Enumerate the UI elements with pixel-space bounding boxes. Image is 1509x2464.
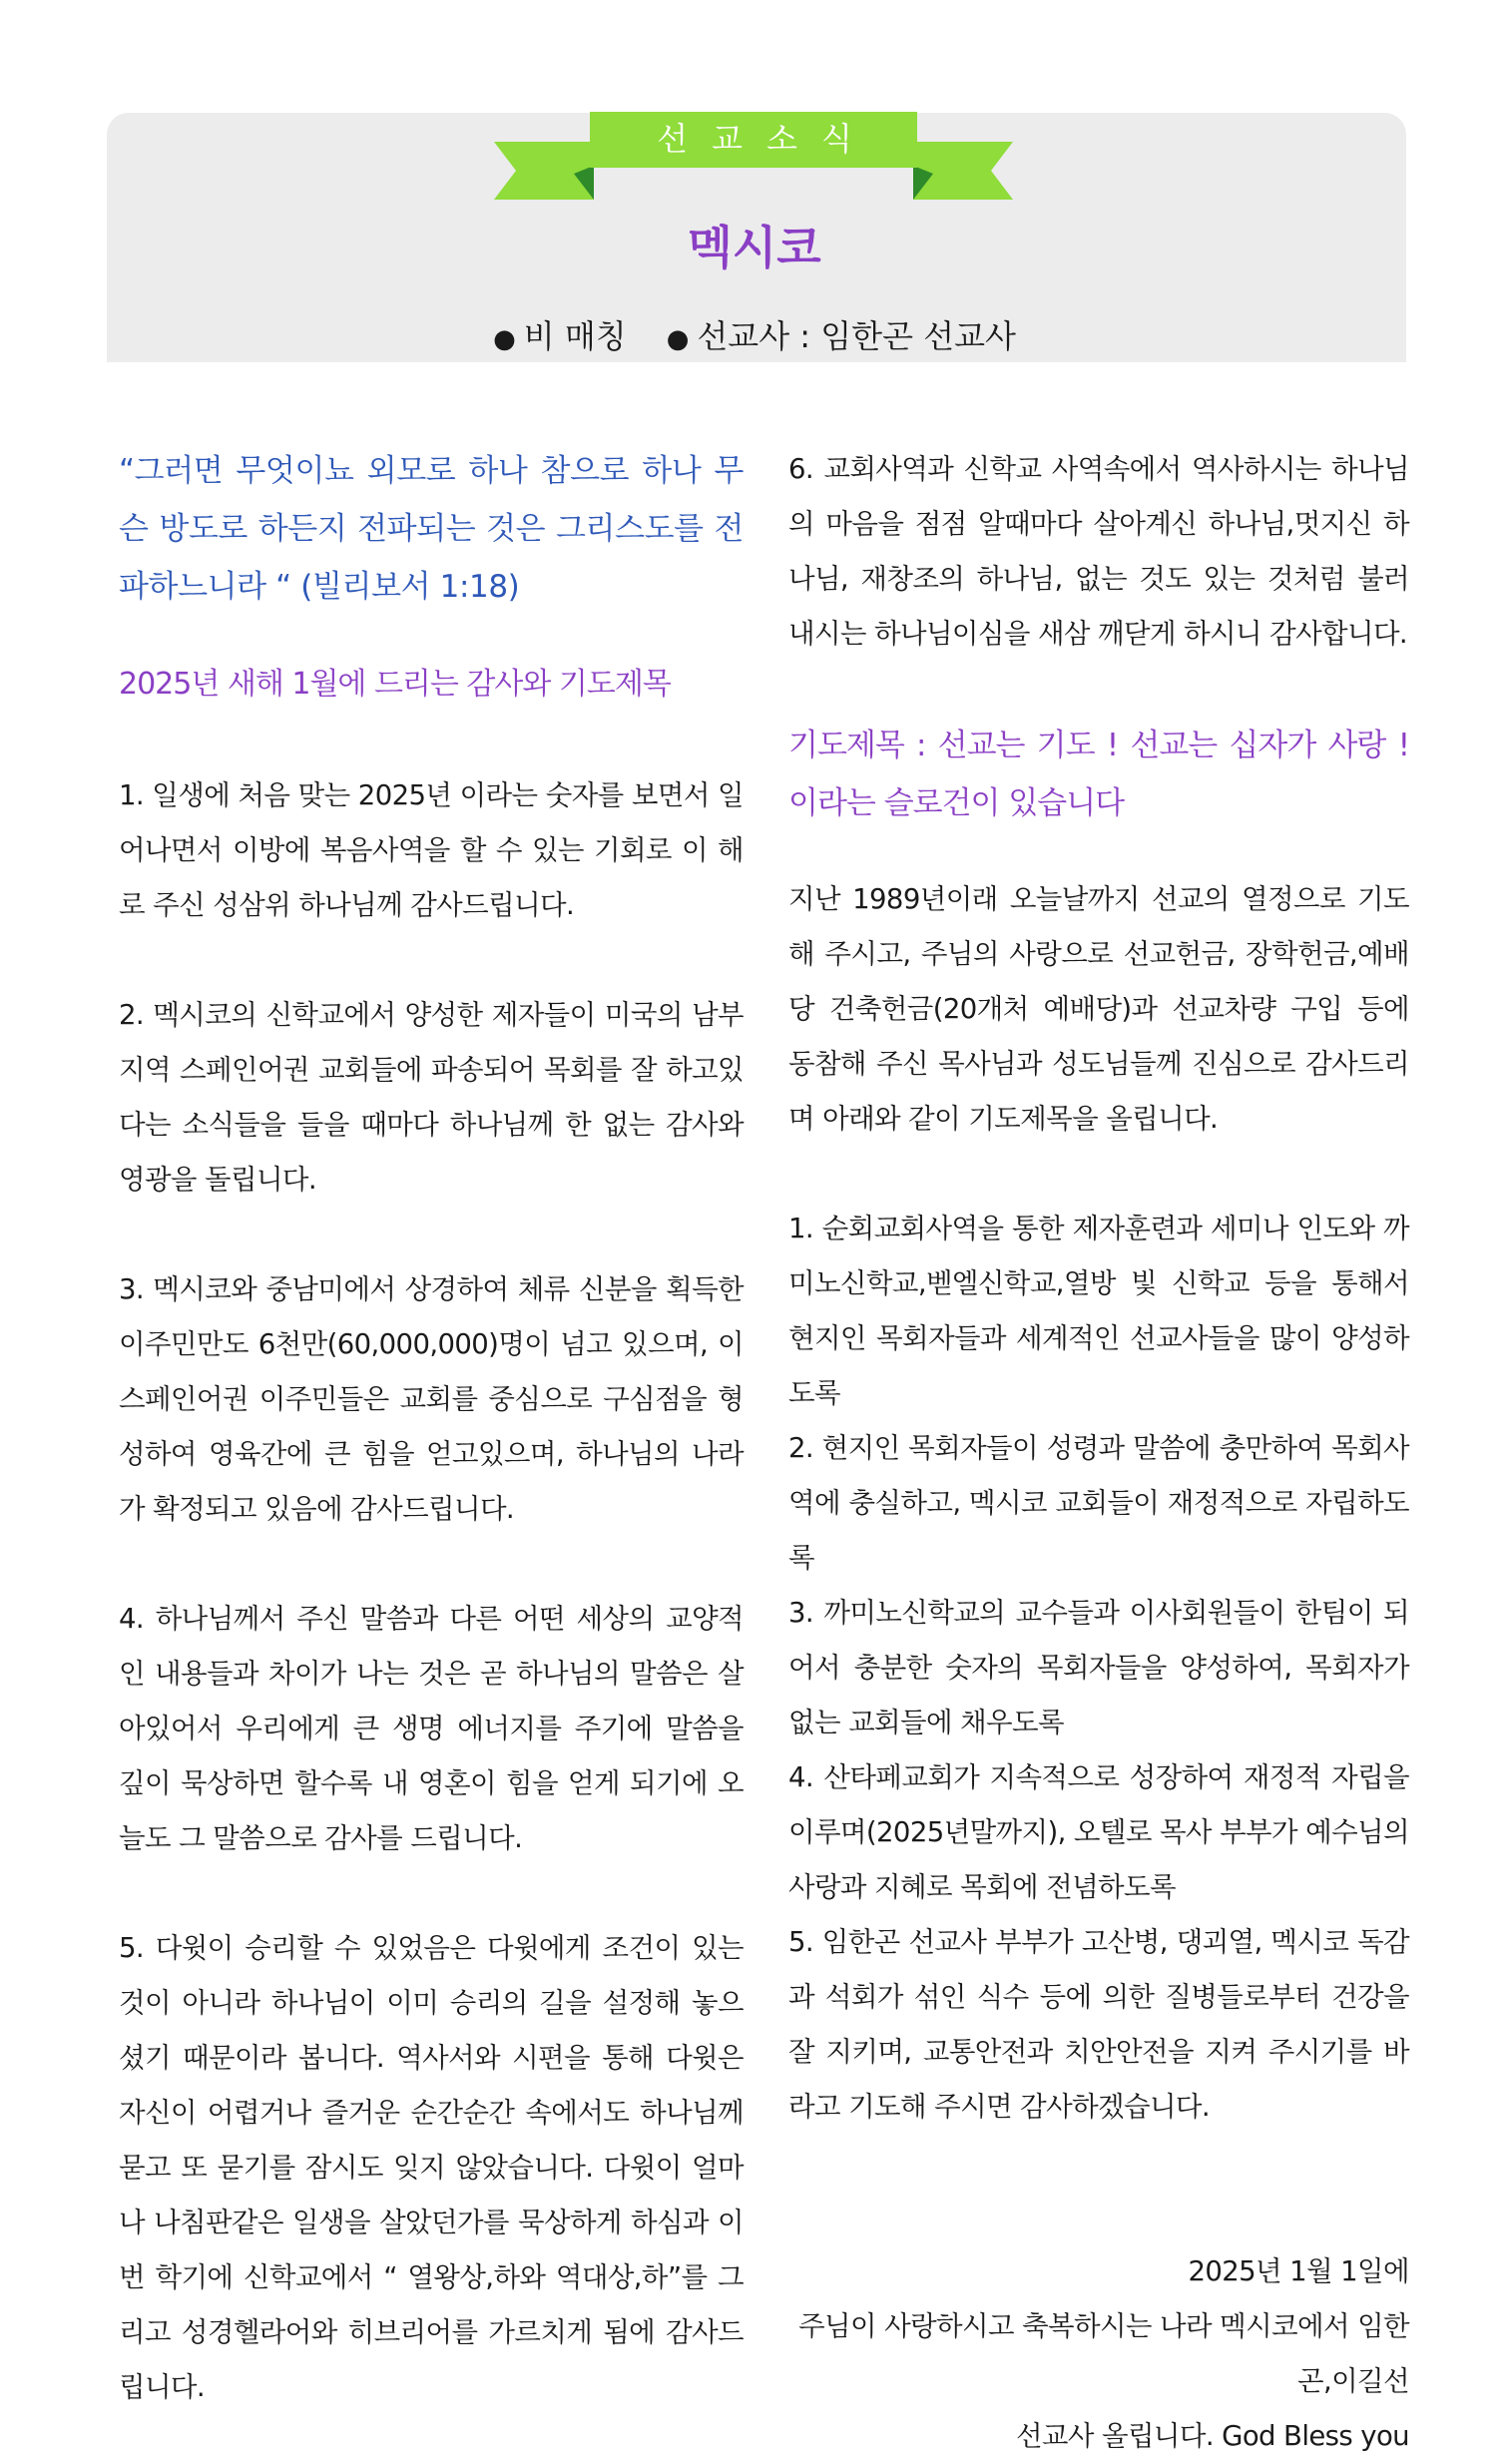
- missionary-meta: [0, 311, 1509, 357]
- signature-line-2: 선교사 올립니다. God Bless you: [1015, 2420, 1409, 2452]
- thanks-item-3: 3. 멕시코와 중남미에서 상경하여 체류 신분을 획득한 이주민만도 6천만(60,000,000)명이 넘고 있으며, 이 스페인어권 이주민들은 교회를 중심으로 구심점을 형성하여 영육간에 큰 힘을 얻고있으며, 하나님의 나라가 확정되고 있음에 감사드립니다.: [119, 1273, 744, 1525]
- thanks-item-1: 1. 일생에 처음 맞는 2025년 이라는 숫자를 보면서 일어나면서 이방에 복음사역을 할 수 있는 기회로 이 해로 주신 성삼위 하나님께 감사드립니다.: [119, 779, 744, 921]
- signature-line-1: 주님이 사랑하시고 축복하시는 나라 멕시코에서 임한곤,이길선: [798, 2310, 1409, 2397]
- prayer-intro: 지난 1989년이래 오늘날까지 선교의 열정으로 기도해 주시고, 주님의 사랑으로 선교헌금, 장학헌금,예배당 건축헌금(20개처 예배당)과 선교차량 구입 등에 동참해 주신 목사님과 성도님들께 진심으로 감사드리며 아래와 같이 기도제목을 올립니다.: [788, 883, 1409, 1135]
- section-subhead: 2025년 새해 1월에 드리는 감사와 기도제목: [119, 667, 671, 702]
- prayer-item-4: 4. 산타페교회가 지속적으로 성장하여 재정적 자립을 이루며(2025년말까지), 오텔로 목사 부부가 예수님의 사랑과 지혜로 목회에 전념하도록: [788, 1761, 1409, 1903]
- thanks-item-4: 4. 하나님께서 주신 말씀과 다른 어떤 세상의 교양적인 내용들과 차이가 나는 것은 곧 하나님의 말씀은 살아있어서 우리에게 큰 생명 에너지를 주기에 말씀을 깊이 묵상하면 할수록 내 영혼이 힘을 얻게 되기에 오늘도 그 말씀으로 감사를 드립니다.: [119, 1603, 744, 1854]
- country-title: 멕시코: [688, 221, 821, 274]
- bullet-icon: ●: [666, 324, 690, 354]
- prayer-item-1: 1. 순회교회사역을 통한 제자훈련과 세미나 인도와 까미노신학교,벧엘신학교,열방 빛 신학교 등을 통해서 현지인 목회자들과 세계적인 선교사들을 많이 양성하도록: [788, 1213, 1409, 1409]
- thanks-item-5: 5. 다윗이 승리할 수 있었음은 다윗에게 조건이 있는 것이 아니라 하나님이 이미 승리의 길을 설정해 놓으셨기 때문이라 봅니다. 역사서와 시편을 통해 다윗은 자신이 어렵거나 즐거운 순간순간 속에서도 하나님께 묻고 또 묻기를 잠시도 잊지 않았습니다. 다윗이 얼마나 나침판같은 일생을 살았던가를 묵상하게 하심과 이번 학기에 신학교에서 “ 열왕상,하와 역대상,하”를 그리고 성경헬라어와 히브리어를 가르치게 됨에 감사드립니다.: [119, 1932, 744, 2403]
- bible-verse: “그러면 무엇이뇨 외모로 하나 참으로 하나 무슨 방도로 하든지 전파되는 것은 그리스도를 전파하느니라 “ (빌리보서 1:18): [119, 453, 744, 605]
- prayer-title: 기도제목 : 선교는 기도 ! 선교는 십자가 사랑 ! 이라는 슬로건이 있습니다: [788, 728, 1409, 821]
- meta-matching: 비 매칭: [523, 317, 627, 355]
- left-column: [119, 442, 744, 2415]
- thanks-item-2: 2. 멕시코의 신학교에서 양성한 제자들이 미국의 남부지역 스페인어권 교회들에 파송되어 목회를 잘 하고있다는 소식들을 들을 때마다 하나님께 한 없는 감사와 영광을 돌립니다.: [119, 999, 744, 1196]
- prayer-item-5: 5. 임한곤 선교사 부부가 고산병, 댕괴열, 멕시코 독감과 석회가 섞인 식수 등에 의한 질병들로부터 건강을 잘 지키며, 교통안전과 치안안전을 지켜 주시기를 바라고 기도해 주시면 감사하겠습니다.: [788, 1926, 1410, 2123]
- meta-missionary: 선교사 : 임한곤 선교사: [697, 317, 1016, 355]
- bullet-icon: ●: [493, 324, 516, 354]
- ribbon-title: 선교소식: [657, 120, 876, 158]
- right-column: [788, 442, 1409, 2464]
- prayer-item-2: 2. 현지인 목회자들이 성령과 말씀에 충만하여 목회사역에 충실하고, 멕시코 교회들이 재정적으로 자립하도록: [788, 1432, 1409, 1574]
- thanks-item-6: 6. 교회사역과 신학교 사역속에서 역사하시는 하나님의 마음을 점점 알때마다 살아계신 하나님,멋지신 하나님, 재창조의 하나님, 없는 것도 있는 것처럼 불러 내시는 하나님이심을 새삼 깨닫게 하시니 감사합니다.: [788, 453, 1409, 650]
- letter-date: 2025년 1월 1일에: [1188, 2255, 1409, 2287]
- prayer-item-3: 3. 까미노신학교의 교수들과 이사회원들이 한팀이 되어서 충분한 숫자의 목회자들을 양성하여, 목회자가 없는 교회들에 채우도록: [788, 1597, 1409, 1738]
